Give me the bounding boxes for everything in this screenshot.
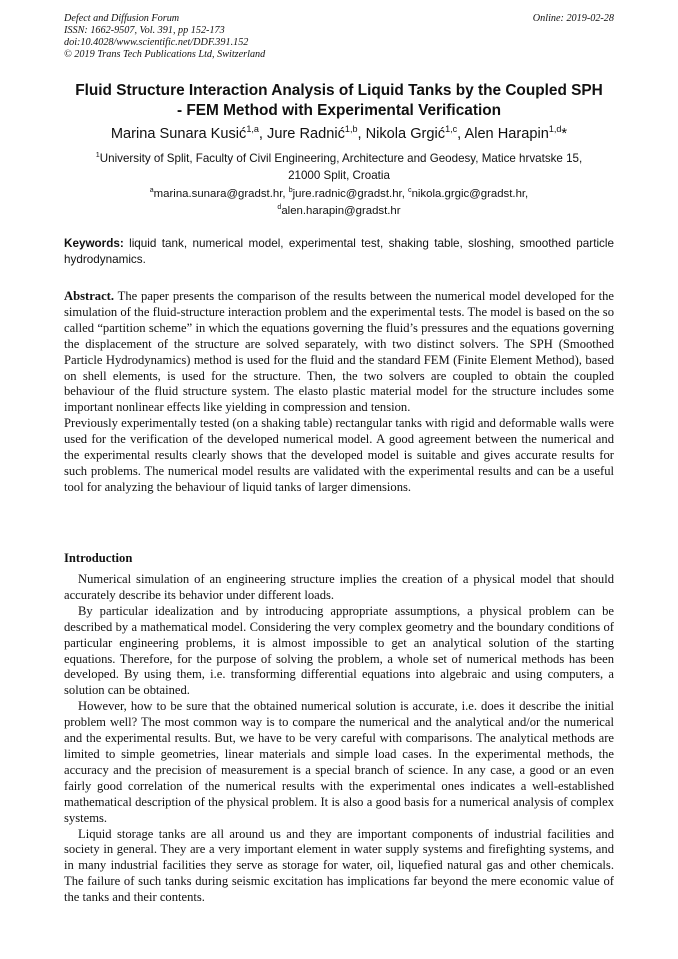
abstract-paragraph bbox=[64, 289, 614, 416]
author-sep: , bbox=[457, 126, 465, 142]
email-link[interactable]: alen.harapin@gradst.hr bbox=[281, 205, 401, 217]
affiliation-sup: 1 bbox=[95, 150, 100, 160]
intro-paragraph: Numerical simulation of an engineering structure implies the creation of a physical model that should accurately describe its behavior under different loads. bbox=[64, 572, 614, 602]
affiliation-line-2: 21000 Split, Croatia bbox=[288, 169, 390, 182]
journal-doi: doi:10.4028/www.scientific.net/DDF.391.152 bbox=[64, 37, 249, 48]
abstract-paragraph: Previously experimentally tested (on a shaking table) rectangular tanks with rigid and deformable walls were used for the verification of the developed numerical model. A good agreement between the numerical and the experimental results clearly shows that the developed model is suitable and gives accurate results for such problems. The numerical model results are validated with the experimental results and can be a useful tool for analyzing the behaviour of liquid tanks of larger dimensions. bbox=[64, 416, 614, 494]
author-sep: * bbox=[561, 126, 568, 142]
section-heading-introduction: Introduction bbox=[64, 551, 133, 565]
journal-copyright: © 2019 Trans Tech Publications Ltd, Switzerland bbox=[64, 49, 266, 60]
email-sup: b bbox=[288, 187, 293, 195]
introduction-body bbox=[64, 572, 614, 906]
author-sep: , bbox=[357, 126, 366, 142]
abstract-label: Abstract. bbox=[64, 289, 115, 303]
title-line-1: Fluid Structure Interaction Analysis of Liquid Tanks by the Coupled SPH bbox=[75, 82, 603, 99]
online-date: Online: 2019-02-28 bbox=[532, 13, 614, 24]
author-name: Nikola Grgić bbox=[365, 126, 446, 142]
abstract-text: The paper presents the comparison of the results between the numerical model developed for the simulation of the fluid-structure interaction problem and the experimental tests. The model is based on the so called “partition scheme” in which the equations governing the fluid’s pressures and the equations governing the displacement of the structure are solved separately, with two distinct solvers. The SPH (Smoothed Particle Hydrodynamics) method is used for the fluid and the standard FEM (Finite Element Method), based on shell elements, is used for the structure. Then, the two solvers are coupled to obtain the coupled behaviour of the fluid structure system. The elasto plastic material model for the structure includes some important nonlinear effects like yielding in compression and tension. bbox=[64, 289, 614, 415]
email-link[interactable]: jure.radnic@gradst.hr, bbox=[292, 188, 409, 200]
email-sup: a bbox=[149, 187, 154, 195]
title-line-2: - FEM Method with Experimental Verification bbox=[176, 102, 502, 119]
author-emails bbox=[64, 186, 614, 220]
email-sup: d bbox=[277, 204, 282, 212]
abstract bbox=[64, 289, 614, 496]
affiliation bbox=[64, 150, 614, 184]
affiliation-text: University of Split, Faculty of Civil Engineering, Architecture and Geodesy, Matice hrvatske 15, bbox=[99, 152, 583, 165]
affiliation-line-1 bbox=[64, 150, 614, 167]
author-list bbox=[40, 125, 638, 143]
keywords bbox=[64, 236, 614, 268]
author-name: Jure Radnić bbox=[267, 126, 345, 142]
email-link[interactable]: nikola.grgic@gradst.hr, bbox=[411, 188, 529, 200]
email-line-1 bbox=[64, 186, 614, 203]
keywords-text: liquid tank, numerical model, experimental test, shaking table, sloshing, smoothed particle hydrodynamics. bbox=[64, 237, 614, 266]
journal-header bbox=[64, 13, 614, 61]
journal-info bbox=[64, 13, 614, 61]
intro-paragraph: By particular idealization and by introducing appropriate assumptions, a physical problem can be described by a mathematical model. Considering the very complex geometry and the boundary conditions of particular engineering problems, it is almost impossible to get an analytical solution of the starting equations. Therefore, for the purpose of solving the problem, a whole set of numerical methods has been developed. By using them, i.e. transforming differential equations into algebraic and using computers, a solution can be obtained. bbox=[64, 603, 614, 698]
email-link[interactable]: marina.sunara@gradst.hr, bbox=[153, 188, 289, 200]
intro-paragraph: Liquid storage tanks are all around us and they are important components of industrial facilities and society in general. They are a very important element in water supply systems and firefighting systems, and in many industrial facilities they serve as storage for water, oil, liquefied natural gas and other chemicals. The failure of such tanks during seismic excitation has implications far beyond the mere economic value of the tanks and their contents. bbox=[64, 826, 614, 905]
author-sup: 1,d bbox=[548, 124, 562, 135]
author-sep: , bbox=[258, 126, 268, 142]
author-sup: 1,c bbox=[445, 124, 458, 135]
paper-title bbox=[56, 81, 622, 121]
author-sup: 1,b bbox=[344, 124, 358, 135]
email-sup: c bbox=[408, 187, 412, 195]
intro-paragraph: However, how to be sure that the obtained numerical solution is accurate, i.e. does it describe the initial problem well? The most common way is to compare the numerical and the analytical and/or the numerical and the experimental results. But, we have to be very careful with comparisons. The analytical methods are limited to simple geometries, linear materials and simple load cases. In the experimental methods, the accuracy and the precision of measurement is a special branch of science. In any case, a good or an even fairly good correlation of the numerical results with the experimental ones indicates a well-established mathematical description of the physical problem. It is also a good basis for a numerical analysis of complex systems. bbox=[64, 699, 614, 825]
author-sup: 1,a bbox=[246, 124, 259, 135]
author-name: Alen Harapin bbox=[464, 126, 549, 142]
journal-name: Defect and Diffusion Forum bbox=[64, 13, 180, 24]
journal-issn: ISSN: 1662-9507, Vol. 391, pp 152-173 bbox=[64, 25, 225, 36]
author-name: Marina Sunara Kusić bbox=[110, 126, 247, 142]
keywords-label: Keywords: bbox=[64, 237, 124, 250]
email-line-2 bbox=[64, 203, 614, 220]
